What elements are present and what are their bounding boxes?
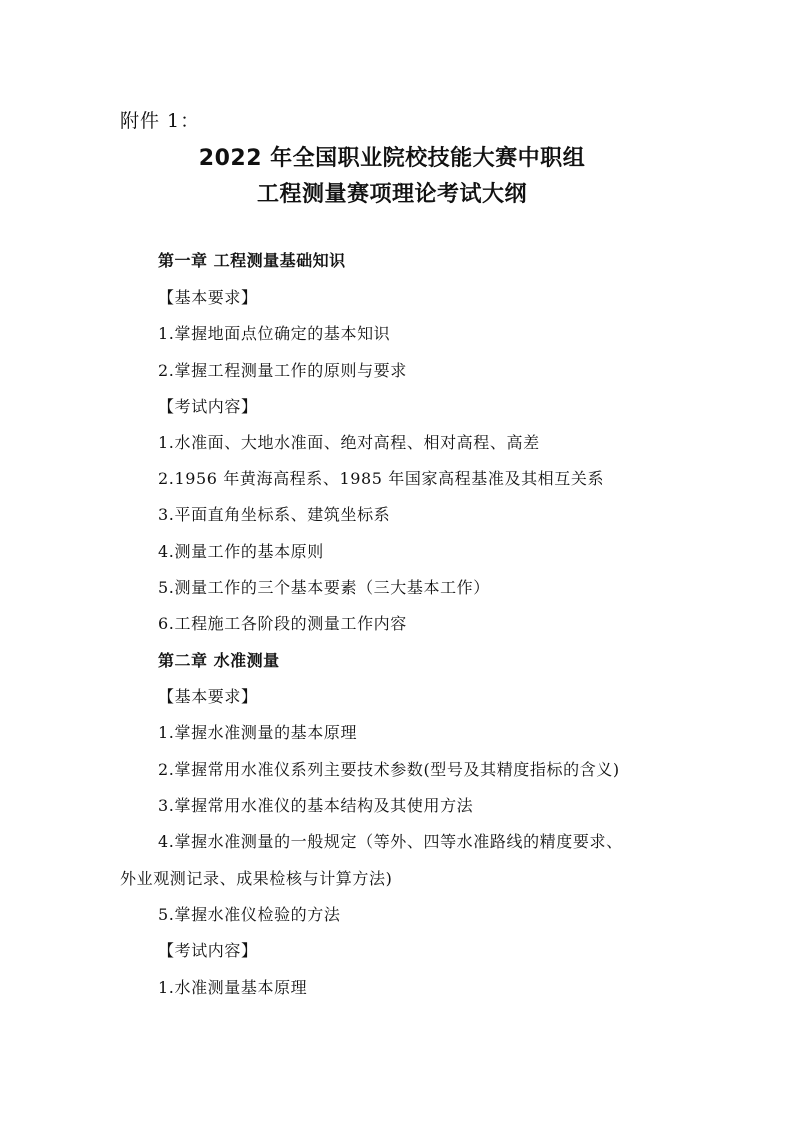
chapter-1-exam-content-label: 【考试内容】 bbox=[158, 397, 258, 416]
attachment-label: 附件 1： bbox=[120, 110, 201, 132]
title-line-2: 工程测量赛项理论考试大纲 bbox=[256, 182, 527, 207]
chapter-2-basic-requirement-item: 4.掌握水准测量的一般规定（等外、四等水准路线的精度要求、 bbox=[158, 832, 623, 851]
chapter-2-basic-requirement-item: 2.掌握常用水准仪系列主要技术参数(型号及其精度指标的含义) bbox=[158, 760, 620, 779]
chapter-1-exam-item: 6.工程施工各阶段的测量工作内容 bbox=[158, 614, 407, 633]
chapter-1-basic-requirements-label: 【基本要求】 bbox=[158, 288, 258, 307]
title-line-1: 2022 年全国职业院校技能大赛中职组 bbox=[198, 146, 586, 171]
chapter-2-heading: 第二章 水准测量 bbox=[158, 651, 280, 670]
chapter-1-exam-item: 3.平面直角坐标系、建筑坐标系 bbox=[158, 505, 391, 524]
chapter-1-exam-item: 4.测量工作的基本原则 bbox=[158, 542, 324, 561]
chapter-2-basic-requirements-label: 【基本要求】 bbox=[158, 687, 258, 706]
chapter-1-heading: 第一章 工程测量基础知识 bbox=[158, 251, 346, 270]
chapter-2-exam-content-label: 【考试内容】 bbox=[158, 941, 258, 960]
chapter-1-exam-item: 1.水准面、大地水准面、绝对高程、相对高程、高差 bbox=[158, 433, 540, 452]
chapter-1-exam-item: 5.测量工作的三个基本要素（三大基本工作） bbox=[158, 578, 490, 597]
chapter-2-basic-requirement-item: 5.掌握水准仪检验的方法 bbox=[158, 905, 341, 924]
chapter-2-exam-item: 1.水准测量基本原理 bbox=[158, 978, 308, 997]
chapter-2-basic-requirement-item: 1.掌握水准测量的基本原理 bbox=[158, 723, 358, 742]
chapter-1-basic-requirement-item: 2.掌握工程测量工作的原则与要求 bbox=[158, 361, 407, 380]
chapter-2-basic-requirement-continuation: 外业观测记录、成果检核与计算方法) bbox=[120, 869, 393, 888]
chapter-1-exam-item: 2.1956 年黄海高程系、1985 年国家高程基准及其相互关系 bbox=[158, 469, 605, 488]
chapter-1-basic-requirement-item: 1.掌握地面点位确定的基本知识 bbox=[158, 324, 391, 343]
chapter-2-basic-requirement-item: 3.掌握常用水准仪的基本结构及其使用方法 bbox=[158, 796, 474, 815]
